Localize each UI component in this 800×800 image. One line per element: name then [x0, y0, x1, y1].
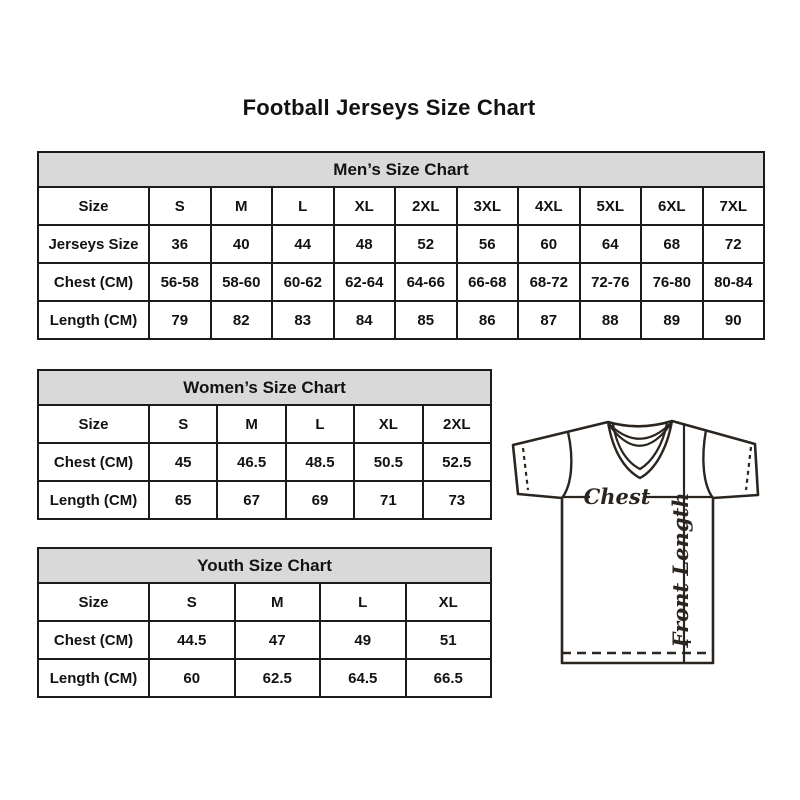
cell-value: 79: [149, 301, 211, 339]
row-label: Length (CM): [38, 659, 149, 697]
womens-size-table: [37, 369, 492, 520]
table-title: Women’s Size Chart: [38, 370, 491, 405]
cell-value: XL: [406, 583, 492, 621]
cell-value: 64-66: [395, 263, 457, 301]
cell-value: 60: [149, 659, 235, 697]
cell-value: M: [217, 405, 285, 443]
cell-value: 40: [211, 225, 273, 263]
table-row: [38, 621, 491, 659]
mens-size-table: [37, 151, 765, 340]
cell-value: 65: [149, 481, 217, 519]
page-title: Football Jerseys Size Chart: [242, 95, 536, 120]
cell-value: 80-84: [703, 263, 765, 301]
cell-value: 66-68: [457, 263, 519, 301]
table-title: Men’s Size Chart: [38, 152, 764, 187]
cell-value: 60-62: [272, 263, 334, 301]
table-row: [38, 225, 764, 263]
cell-value: M: [211, 187, 273, 225]
table-title-row: [38, 548, 491, 583]
table-row: [38, 187, 764, 225]
cell-value: XL: [334, 187, 396, 225]
cell-value: 5XL: [580, 187, 642, 225]
cell-value: 66.5: [406, 659, 492, 697]
front-length-measure-label: Front Length: [668, 492, 693, 648]
table-title-row: [38, 152, 764, 187]
cell-value: 64: [580, 225, 642, 263]
table-title-row: [38, 370, 491, 405]
cell-value: S: [149, 583, 235, 621]
cell-value: 60: [518, 225, 580, 263]
cell-value: 52.5: [423, 443, 491, 481]
cell-value: 84: [334, 301, 396, 339]
cell-value: M: [235, 583, 321, 621]
table-row: [38, 263, 764, 301]
cell-value: L: [320, 583, 406, 621]
cell-value: 85: [395, 301, 457, 339]
row-label: Length (CM): [38, 481, 149, 519]
cell-value: 89: [641, 301, 703, 339]
cell-value: 68: [641, 225, 703, 263]
cell-value: 88: [580, 301, 642, 339]
row-label: Size: [38, 583, 149, 621]
cell-value: 47: [235, 621, 321, 659]
cell-value: 44: [272, 225, 334, 263]
cell-value: 83: [272, 301, 334, 339]
cell-value: 62.5: [235, 659, 321, 697]
table-row: [38, 481, 491, 519]
cell-value: 86: [457, 301, 519, 339]
row-label: Chest (CM): [38, 263, 149, 301]
cell-value: 87: [518, 301, 580, 339]
cell-value: 48: [334, 225, 396, 263]
cell-value: L: [286, 405, 354, 443]
cell-value: 56-58: [149, 263, 211, 301]
table-row: [38, 405, 491, 443]
table-row: [38, 301, 764, 339]
cell-value: 2XL: [395, 187, 457, 225]
cell-value: 56: [457, 225, 519, 263]
row-label: Chest (CM): [38, 443, 149, 481]
row-label: Size: [38, 405, 149, 443]
jersey-measurement-diagram: [505, 407, 770, 682]
row-label: Chest (CM): [38, 621, 149, 659]
cell-value: 82: [211, 301, 273, 339]
row-label: Jerseys Size: [38, 225, 149, 263]
table-row: [38, 443, 491, 481]
cell-value: 3XL: [457, 187, 519, 225]
left-sleeve-stitch-icon: [523, 448, 528, 490]
row-label: Length (CM): [38, 301, 149, 339]
right-sleeve-stitch-icon: [746, 447, 751, 490]
cell-value: 52: [395, 225, 457, 263]
cell-value: 76-80: [641, 263, 703, 301]
table-row: [38, 583, 491, 621]
jersey-outline-icon: [513, 421, 758, 663]
cell-value: 72: [703, 225, 765, 263]
cell-value: XL: [354, 405, 422, 443]
row-label: Size: [38, 187, 149, 225]
cell-value: 49: [320, 621, 406, 659]
cell-value: 4XL: [518, 187, 580, 225]
cell-value: 7XL: [703, 187, 765, 225]
cell-value: 6XL: [641, 187, 703, 225]
left-armhole-seam-icon: [562, 432, 571, 498]
cell-value: 64.5: [320, 659, 406, 697]
table-row: [38, 659, 491, 697]
cell-value: 62-64: [334, 263, 396, 301]
cell-value: S: [149, 405, 217, 443]
cell-value: 73: [423, 481, 491, 519]
cell-value: L: [272, 187, 334, 225]
cell-value: S: [149, 187, 211, 225]
cell-value: 50.5: [354, 443, 422, 481]
cell-value: 90: [703, 301, 765, 339]
cell-value: 67: [217, 481, 285, 519]
youth-size-table: [37, 547, 492, 698]
cell-value: 46.5: [217, 443, 285, 481]
table-title: Youth Size Chart: [38, 548, 491, 583]
cell-value: 72-76: [580, 263, 642, 301]
right-armhole-seam-icon: [703, 430, 713, 498]
cell-value: 68-72: [518, 263, 580, 301]
cell-value: 71: [354, 481, 422, 519]
cell-value: 58-60: [211, 263, 273, 301]
cell-value: 69: [286, 481, 354, 519]
cell-value: 44.5: [149, 621, 235, 659]
cell-value: 48.5: [286, 443, 354, 481]
chest-measure-label: Chest: [583, 484, 651, 509]
cell-value: 2XL: [423, 405, 491, 443]
cell-value: 51: [406, 621, 492, 659]
cell-value: 36: [149, 225, 211, 263]
cell-value: 45: [149, 443, 217, 481]
